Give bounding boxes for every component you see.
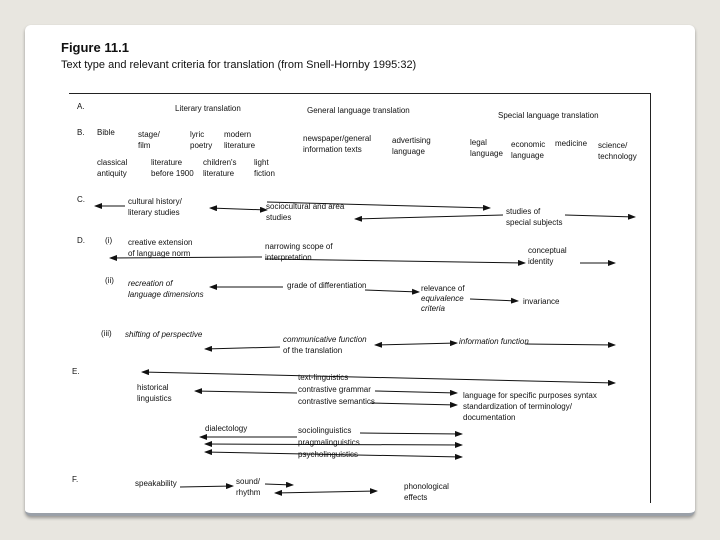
modern-literature-label: modern literature	[224, 130, 256, 150]
c-arrow-upper	[267, 202, 490, 208]
medicine-label: medicine	[555, 139, 588, 148]
literature-before-1900-label: literature before 1900	[151, 158, 194, 178]
d-iii-arrow-mid	[375, 343, 457, 345]
row-a-letter: A.	[77, 102, 85, 111]
science-technology-label: science/ technology	[598, 141, 637, 161]
sound-rhythm-label: sound/ rhythm	[236, 477, 261, 497]
stage-film-label: stage/ film	[138, 130, 160, 150]
communicative-function-label: communicative function of the translation	[283, 335, 367, 355]
conceptual-identity-label: conceptual identity	[528, 246, 567, 266]
phonological-effects-label: phonological effects	[404, 482, 449, 502]
c-arrow-mid	[210, 208, 267, 210]
e-arrow-semantics	[370, 403, 457, 405]
newspaper-label: newspaper/general information texts	[303, 134, 372, 154]
literary-translation-heading: Literary translation	[175, 104, 241, 113]
economic-label: economic language	[511, 140, 546, 160]
narrowing-scope-label: narrowing scope of interpretation	[265, 242, 333, 262]
light-fiction-label: light fiction	[254, 158, 275, 178]
childrens-literature-label: children's literature	[203, 158, 237, 178]
general-translation-heading: General language translation	[307, 106, 410, 115]
row-c-letter: C.	[77, 195, 85, 204]
e-arrow-grammar	[375, 391, 457, 393]
speakability-label: speakability	[135, 479, 177, 488]
text-linguistics-label: text-linguistics	[298, 373, 349, 382]
lyric-poetry-label: lyric poetry	[190, 130, 213, 150]
sociolinguistics-label: sociolinguistics	[298, 426, 352, 435]
invariance-label: invariance	[523, 297, 560, 306]
d-iii-label: (iii)	[101, 329, 112, 338]
row-b-letter: B.	[77, 128, 85, 137]
lsp-label: language for specific purposes syntax standardization of terminology/ documentation	[463, 391, 597, 422]
contrastive-semantics-label: contrastive semantics	[298, 397, 375, 406]
classical-antiquity-label: classical antiquity	[97, 158, 128, 178]
psycholinguistics-label: psycholinguistics	[298, 450, 359, 459]
bible-label: Bible	[97, 128, 115, 137]
e-arrow-hist	[195, 391, 297, 393]
d-ii-label: (ii)	[105, 276, 114, 285]
d-i-arrow-left	[110, 257, 262, 258]
c-arrow-right	[565, 215, 635, 217]
sociocultural-label: sociocultural and area studies	[266, 202, 345, 222]
diagram-arrows	[25, 25, 695, 513]
d-ii-arrow-mid	[365, 290, 419, 292]
e-arrow-text-ling	[142, 372, 615, 383]
figure-title: Figure 11.1	[61, 40, 129, 55]
legal-label: legal language	[470, 138, 503, 158]
d-iii-arrow-right	[525, 344, 615, 345]
figure-subtitle: Text type and relevant criteria for translation (from Snell-Hornby 1995:32)	[61, 59, 417, 71]
f-arrow-sound	[265, 484, 293, 485]
recreation-label: recreation of language dimensions	[128, 279, 204, 299]
slide-card	[25, 25, 695, 516]
e-arrow-socio	[360, 433, 462, 434]
f-arrow-left	[180, 486, 233, 487]
grade-differentiation-label: grade of differentiation	[287, 281, 367, 290]
studies-of-special-subjects-label: studies of special subjects	[506, 207, 563, 227]
d-ii-arrow-right	[470, 299, 518, 301]
creative-extension-label: creative extension of language norm	[128, 238, 193, 258]
row-e-letter: E.	[72, 367, 80, 376]
f-arrow-mid	[275, 491, 377, 493]
cultural-history-label: cultural history/ literary studies	[128, 197, 182, 217]
e-arrow-pragma	[205, 444, 462, 445]
row-d-letter: D.	[77, 236, 85, 245]
e-arrow-psycho	[205, 452, 462, 457]
c-arrow-lower	[355, 215, 503, 219]
contrastive-grammar-label: contrastive grammar	[298, 385, 371, 394]
d-i-label: (i)	[105, 236, 113, 245]
historical-linguistics-label: historical linguistics	[137, 383, 172, 403]
special-translation-heading: Special language translation	[498, 111, 599, 120]
shifting-perspective-label: shifting of perspective	[125, 330, 203, 339]
advertising-label: advertising language	[392, 136, 431, 156]
d-i-arrow-mid	[265, 259, 525, 263]
dialectology-label: dialectology	[205, 424, 248, 433]
row-f-letter: F.	[72, 475, 79, 484]
relevance-equivalence-label: relevance of equivalence criteria	[421, 284, 465, 313]
information-function-label: information function	[459, 337, 529, 346]
pragmalinguistics-label: pragmalinguistics	[298, 438, 360, 447]
d-iii-arrow-left	[205, 347, 280, 349]
